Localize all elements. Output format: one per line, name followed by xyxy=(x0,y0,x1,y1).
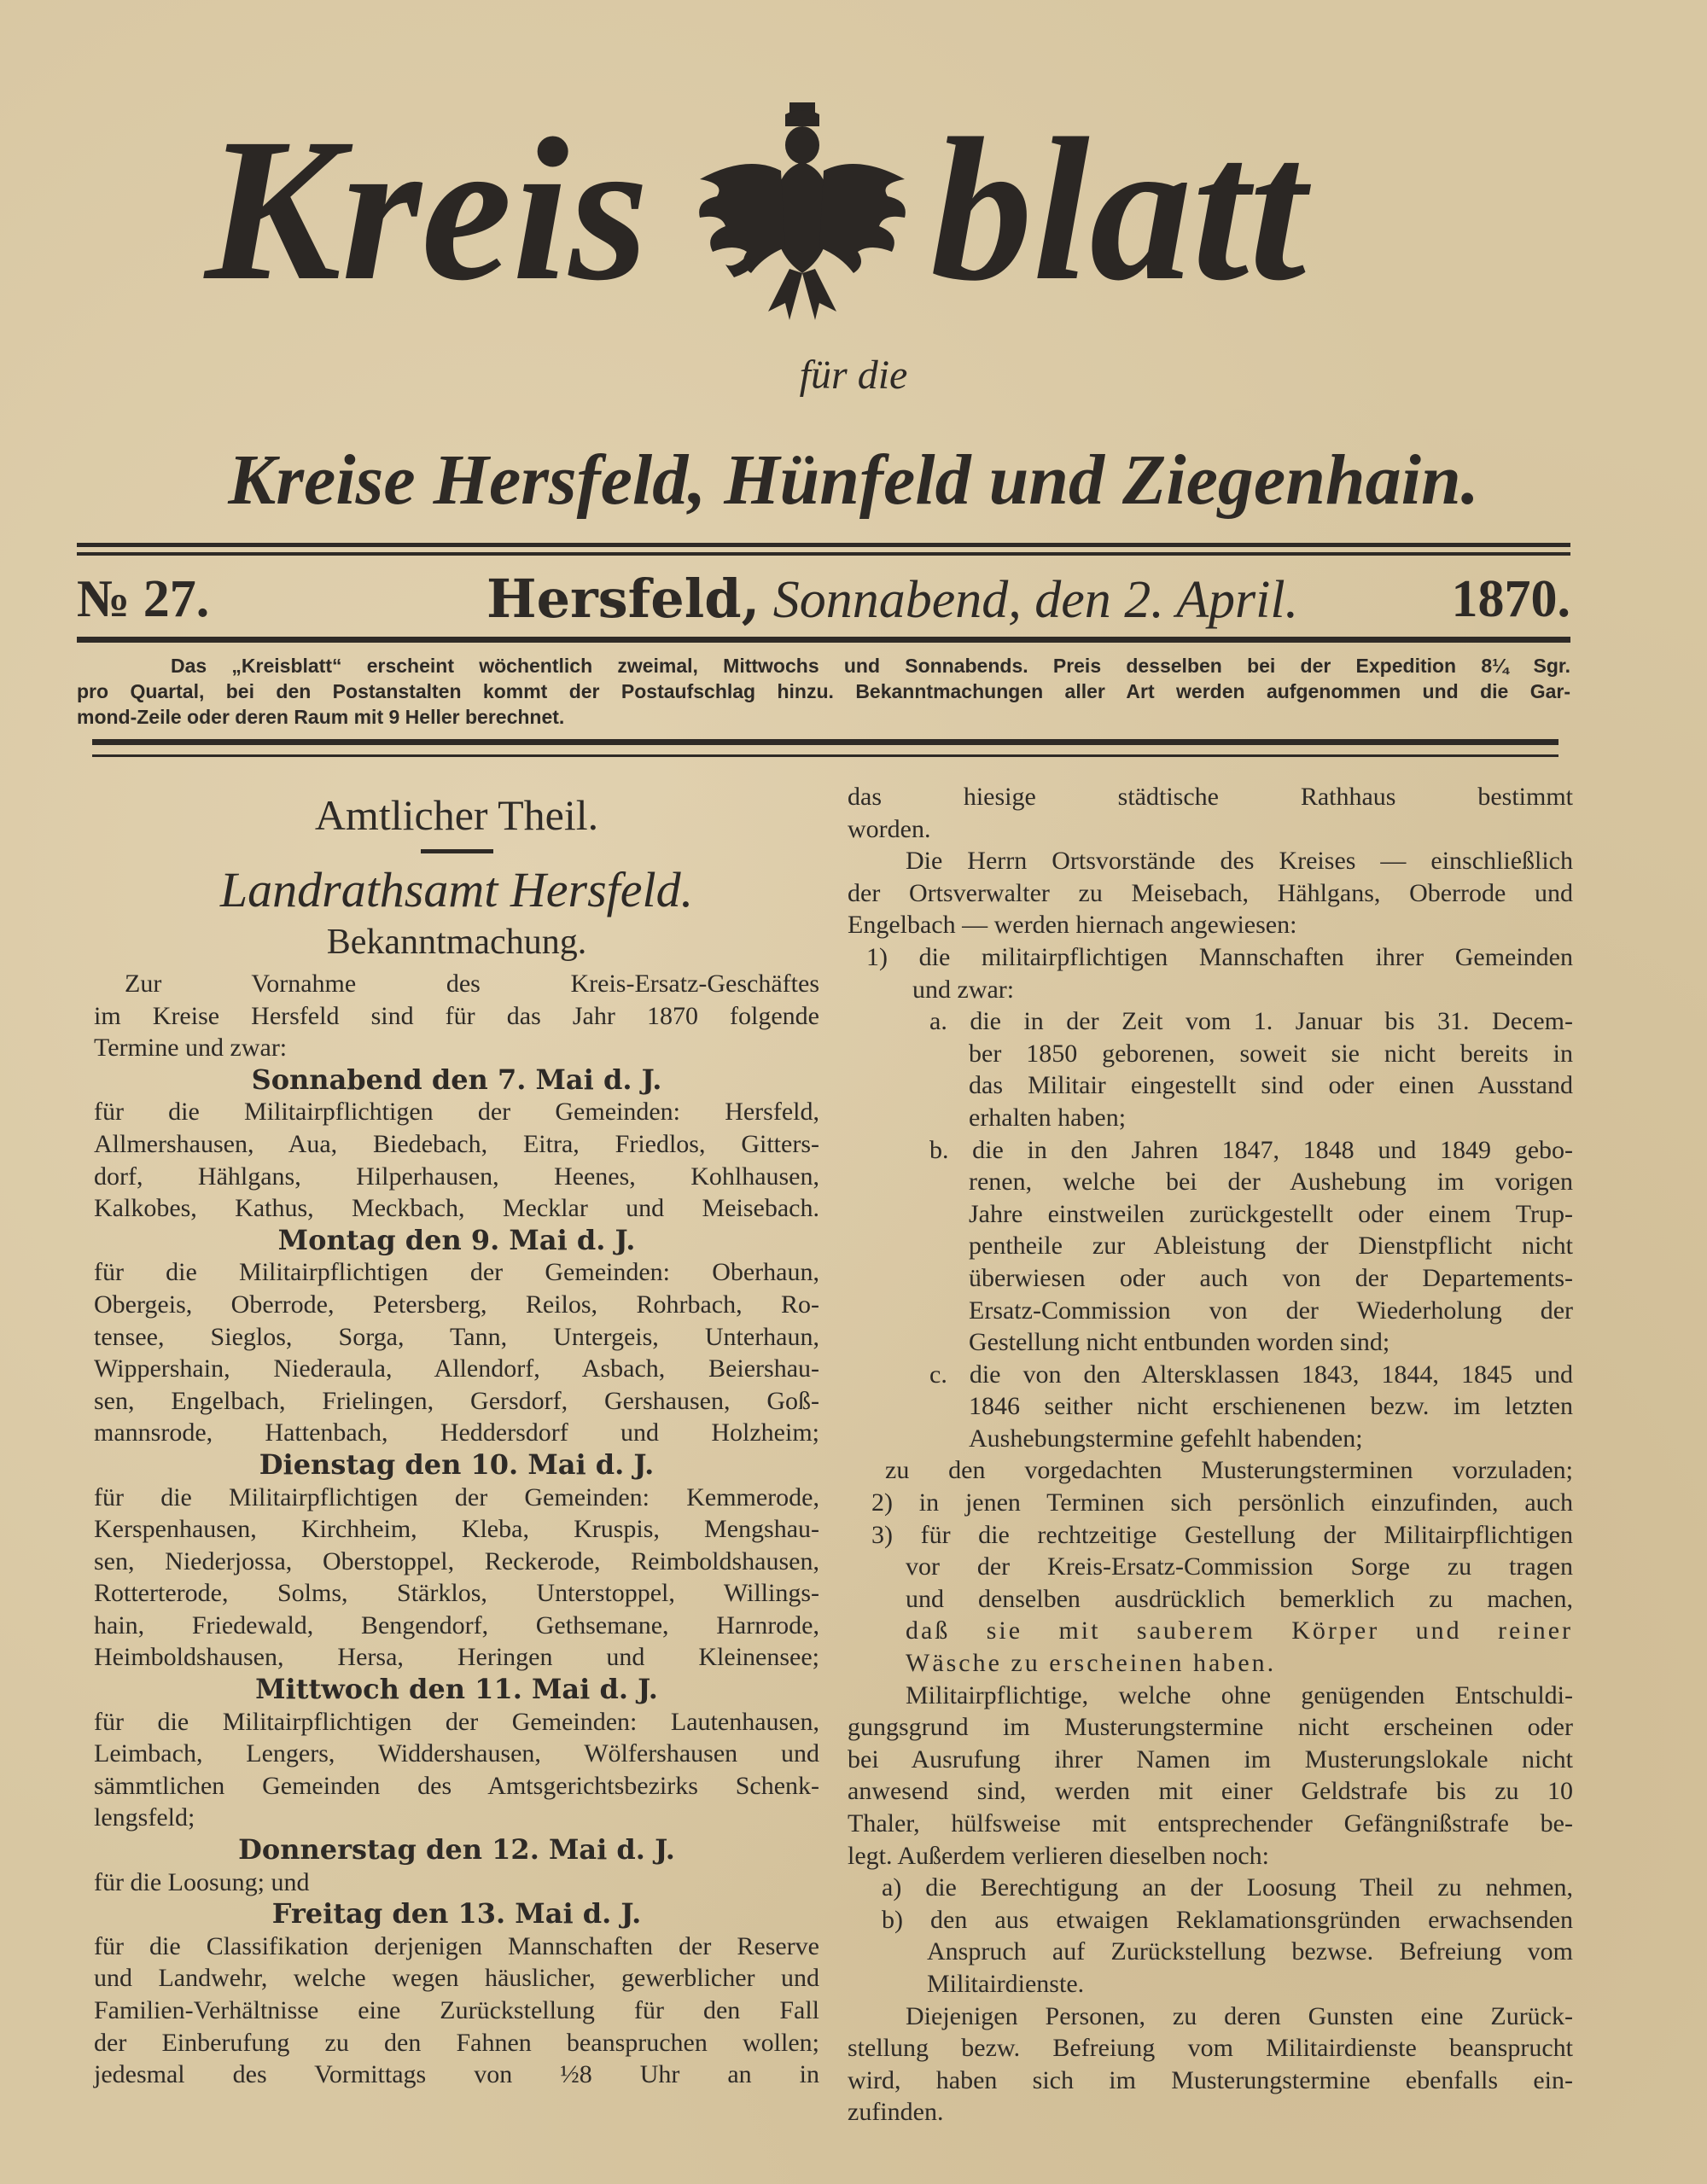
text-line: Leimbach, Lengers, Widdershausen, Wölfershausen und xyxy=(94,1739,819,1768)
date-heading: Donnerstag den 12. Mai d. J. xyxy=(238,1833,675,1867)
list-item: 3) für die rechtzeitige Gestellung der Militairpflichtigen xyxy=(871,1520,1573,1549)
text-line: legt. Außerdem verlieren dieselben noch: xyxy=(848,1841,1269,1870)
text-line: ber 1850 geborenen, soweit sie nicht bereits in xyxy=(969,1039,1573,1068)
text-line: Wippershain, Niederaula, Allendorf, Asbach, Beiershau- xyxy=(94,1354,819,1383)
list-item: 1) die militairpflichtigen Mannschaften ihrer Gemeinden xyxy=(866,942,1573,971)
section-heading: Amtlicher Theil. xyxy=(314,791,599,839)
text-line: Jahre einstweilen zurückgestellt oder einem Trup- xyxy=(969,1199,1573,1228)
text-line: stellung bezw. Befreiung vom Militairdienste beansprucht xyxy=(848,2034,1573,2063)
list-item: 2) in jenen Terminen sich persönlich einzufinden, auch xyxy=(871,1488,1573,1517)
date-heading: Montag den 9. Mai d. J. xyxy=(277,1223,636,1256)
text-line: und zwar: xyxy=(912,975,1015,1004)
eagle-icon xyxy=(696,94,909,324)
text-line: mannsrode, Hattenbach, Heddersdorf und Holzheim; xyxy=(94,1418,819,1447)
dateline-date: Sonnabend, den 2. April. xyxy=(772,571,1299,629)
text-line: Militairpflichtige, welche ohne genügenden Entschuldi- xyxy=(906,1680,1573,1709)
list-item: b) den aus etwaigen Reklamationsgründen erwachsenden xyxy=(882,1905,1573,1934)
text-line: das Militair eingestellt sind oder einen Ausstand xyxy=(969,1071,1573,1100)
section-rule-thin xyxy=(92,754,1558,757)
dateline-place: Hersfeld, xyxy=(486,568,760,630)
list-item: a. die in der Zeit vom 1. Januar bis 31. Decem- xyxy=(929,1007,1573,1036)
section-rule-thick xyxy=(92,739,1558,745)
text-line: Heimboldshausen, Hersa, Heringen und Kleinensee; xyxy=(94,1643,819,1672)
text-line: vor der Kreis-Ersatz-Commission Sorge zu tragen xyxy=(906,1552,1573,1581)
double-rule-top-2 xyxy=(77,552,1570,556)
left-column xyxy=(94,789,819,2091)
text-line: anwesend sind, werden mit einer Geldstrafe bis zu 10 xyxy=(848,1777,1573,1806)
text-line: zufinden. xyxy=(848,2098,944,2127)
text-line: jedesmal des Vormittags von ½8 Uhr an in xyxy=(94,2060,819,2089)
text-line: Kerspenhausen, Kirchheim, Kleba, Kruspis, Mengshau- xyxy=(94,1515,819,1544)
notice-line: pro Quartal, bei den Postanstalten kommt der Postaufschlag hinzu. Bekanntmachungen aller Art werden aufgenommen und die Gar- xyxy=(77,680,1570,702)
text-line: hain, Friedewald, Bengendorf, Gethsemane, Harnrode, xyxy=(94,1610,819,1639)
list-item: a) die Berechtigung an der Loosung Theil zu nehmen, xyxy=(882,1873,1573,1902)
text-line: für die Classifikation derjenigen Mannschaften der Reserve xyxy=(94,1931,819,1960)
text-line: Gestellung nicht entbunden worden sind; xyxy=(969,1328,1390,1357)
text-line: sämmtlichen Gemeinden des Amtsgerichtsbezirks Schenk- xyxy=(94,1771,819,1800)
text-line: Obergeis, Oberrode, Petersberg, Reilos, Rohrbach, Ro- xyxy=(94,1290,819,1319)
text-line: lengsfeld; xyxy=(94,1803,195,1832)
text-line: Zur Vornahme des Kreis-Ersatz-Geschäftes xyxy=(125,970,819,998)
text-line: pentheile zur Ableistung der Dienstpflicht nicht xyxy=(969,1232,1573,1261)
notice-line: Das „Kreisblatt“ erscheint wöchentlich zweimal, Mittwochs und Sonnabends. Preis desselben bei der Expedition 8¼ Sgr. xyxy=(171,655,1570,677)
text-line: Allmershausen, Aua, Biedebach, Eitra, Friedlos, Gitters- xyxy=(94,1129,819,1158)
text-line: das hiesige städtische Rathhaus bestimmt xyxy=(848,783,1573,811)
masthead-subtitle: Kreise Hersfeld, Hünfeld und Ziegenhain. xyxy=(228,440,1479,520)
text-line: für die Militairpflichtigen der Gemeinden: Lautenhausen, xyxy=(94,1707,819,1736)
text-line: sen, Engelbach, Frielingen, Gersdorf, Gershausen, Goß- xyxy=(94,1386,819,1415)
text-line: der Einberufung zu den Fahnen beanspruchen wollen; xyxy=(94,2028,819,2057)
text-line: worden. xyxy=(848,814,931,843)
text-line: dorf, Hählgans, Hilperhausen, Heenes, Kohlhausen, xyxy=(94,1162,819,1191)
text-line: Diejenigen Personen, zu deren Gunsten eine Zurück- xyxy=(906,2001,1573,2030)
text-line: Militairdienste. xyxy=(927,1969,1085,1998)
office-heading: Landrathsamt Hersfeld. xyxy=(219,862,694,917)
text-line: Thaler, hülfsweise mit entsprechender Gefängnißstrafe be- xyxy=(848,1809,1573,1837)
text-line: Termine und zwar: xyxy=(94,1034,288,1063)
issue-year: 1870. xyxy=(1451,570,1570,628)
list-item: b. die in den Jahren 1847, 1848 und 1849 gebo- xyxy=(929,1135,1573,1164)
text-line: renen, welche bei der Aushebung im vorigen xyxy=(969,1168,1573,1197)
text-line: Rotterterode, Solms, Stärklos, Unterstoppel, Willings- xyxy=(94,1579,819,1608)
text-line: Familien-Verhältnisse eine Zurückstellung für den Fall xyxy=(94,1996,819,2024)
text-line: Die Herrn Ortsvorstände des Kreises — einschließlich xyxy=(906,847,1573,876)
masthead-title-right: blatt xyxy=(930,96,1307,323)
text-line: daß sie mit sauberem Körper und reiner xyxy=(906,1616,1573,1645)
text-line: Aushebungstermine gefehlt habenden; xyxy=(969,1424,1363,1453)
text-line: Wäsche zu erscheinen haben. xyxy=(906,1649,1277,1678)
text-line: der Ortsverwalter zu Meisebach, Hählgans, Oberrode und xyxy=(848,878,1573,907)
text-line: tensee, Sieglos, Sorga, Tann, Untergeis, Unterhaun, xyxy=(94,1322,819,1351)
text-line: im Kreise Hersfeld sind für das Jahr 1870 folgende xyxy=(94,1001,819,1030)
issue-number: № 27. xyxy=(77,570,210,628)
date-heading: Dienstag den 10. Mai d. J. xyxy=(259,1447,655,1481)
heading-divider xyxy=(421,849,493,853)
text-line: für die Militairpflichtigen der Gemeinden: Hersfeld, xyxy=(94,1098,819,1127)
text-line: und denselben ausdrücklich bemerklich zu machen, xyxy=(906,1584,1573,1613)
text-line: gungsgrund im Musterungstermine nicht erscheinen oder xyxy=(848,1713,1573,1742)
text-line: für die Militairpflichtigen der Gemeinden: Kemmerode, xyxy=(94,1482,819,1511)
date-heading: Sonnabend den 7. Mai d. J. xyxy=(251,1063,662,1096)
list-item: c. die von den Altersklassen 1843, 1844, 1845 und xyxy=(929,1360,1573,1389)
announcement-heading: Bekanntmachung. xyxy=(326,923,587,962)
date-heading: Freitag den 13. Mai d. J. xyxy=(271,1897,642,1931)
subscription-notice xyxy=(77,653,1570,730)
text-line: wird, haben sich im Musterungstermine ebenfalls ein- xyxy=(848,2065,1573,2094)
text-line: für die Loosung; und xyxy=(94,1867,310,1896)
double-rule-top xyxy=(77,543,1570,547)
dateline-place-date xyxy=(486,565,1298,634)
masthead-subtitle-small: für die xyxy=(799,352,908,398)
text-line: und Landwehr, welche wegen häuslicher, gewerblicher und xyxy=(94,1964,819,1993)
text-line: Kalkobes, Kathus, Meckbach, Mecklar und Meisebach. xyxy=(94,1194,819,1223)
text-line: überwiesen oder auch von der Departements- xyxy=(969,1263,1573,1292)
text-line: erhalten haben; xyxy=(969,1103,1127,1132)
text-line: 1846 seither nicht erschienenen bezw. im letzten xyxy=(969,1392,1573,1421)
date-heading: Mittwoch den 11. Mai d. J. xyxy=(255,1673,658,1706)
dateline-rule xyxy=(77,637,1570,643)
right-column xyxy=(848,781,1573,2129)
text-line: zu den vorgedachten Musterungsterminen vorzuladen; xyxy=(885,1456,1573,1485)
masthead-title-left: Kreis xyxy=(205,96,650,323)
text-line: Ersatz-Commission von der Wiederholung der xyxy=(969,1296,1573,1325)
text-line: bei Ausrufung ihrer Namen im Musterungslokale nicht xyxy=(848,1744,1573,1773)
announcement-body xyxy=(94,968,819,2091)
text-line: Anspruch auf Zurückstellung bezwse. Befreiung vom xyxy=(927,1937,1573,1966)
text-line: sen, Niederjossa, Oberstoppel, Reckerode, Reimboldshausen, xyxy=(94,1546,819,1575)
text-line: für die Militairpflichtigen der Gemeinden: Oberhaun, xyxy=(94,1258,819,1287)
text-line: Engelbach — werden hiernach angewiesen: xyxy=(848,911,1297,940)
notice-line: mond-Zeile oder deren Raum mit 9 Heller berechnet. xyxy=(77,706,565,728)
